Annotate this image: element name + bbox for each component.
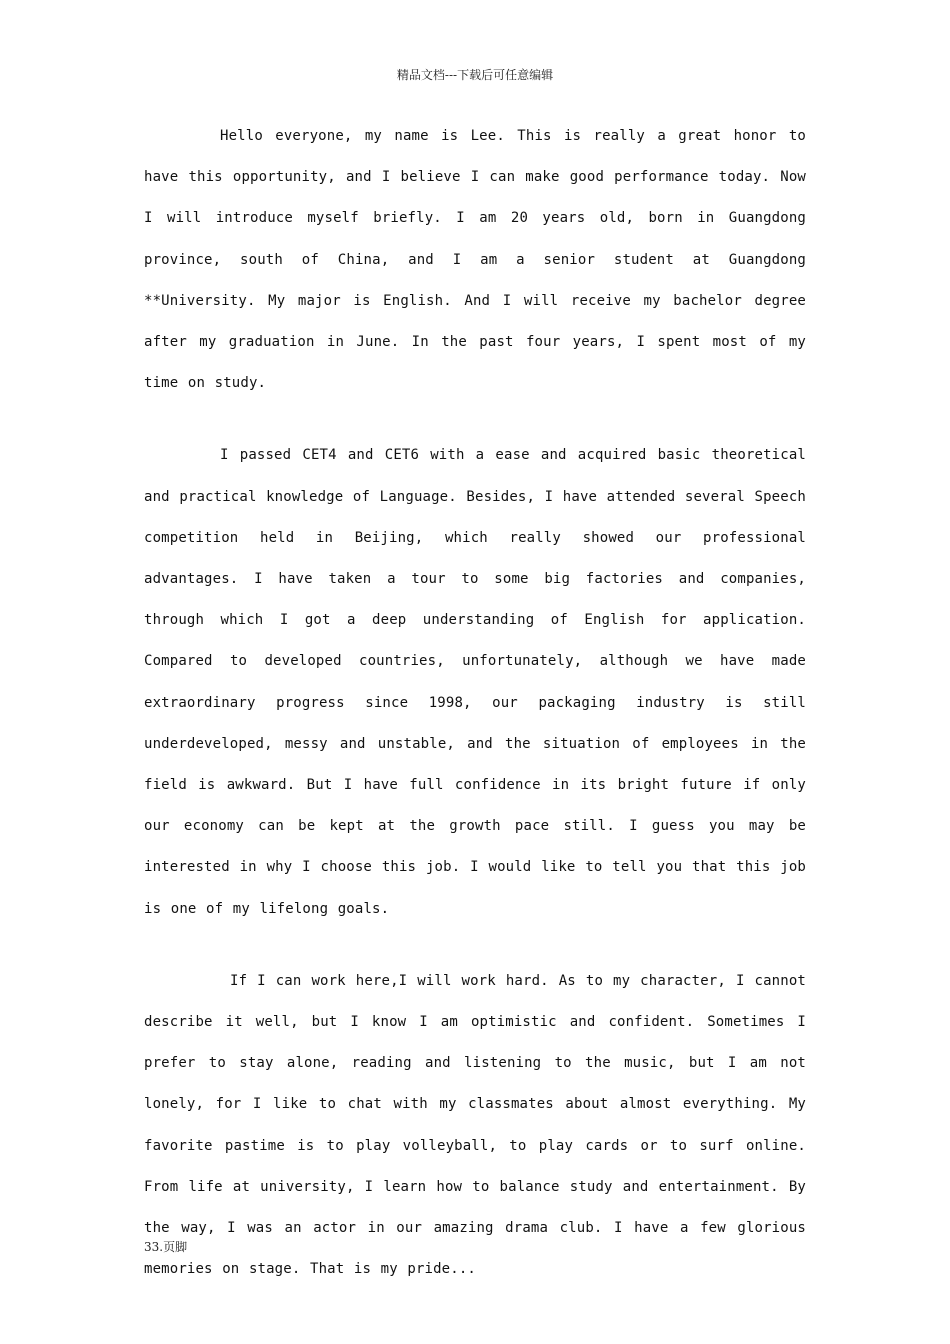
paragraph-education: I passed CET4 and CET6 with a ease and acquired basic theoretical and practical knowledge of Language. Besides, I have attended several Speech competition held in Beijing, which really showed our professional advantages. I have taken a tour to some big factories and companies, through which I got a deep understanding of English for application. Compared to developed countries, unfortunately, although we have made extraordinary progress since 1998, our packaging industry is still underdeveloped, messy and unstable, and the situation of employees in the field is awkward. But I have full confidence in its bright future if only our economy can be kept at the growth pace still. I guess you may be interested in why I choose this job. I would like to tell you that this job is one of my lifelong goals. [144,447,806,917]
page-footer: 33.页脚 [144,1240,188,1254]
page-header: 精品文档---下载后可任意编辑 [396,68,554,82]
paragraph-character: If I can work here,I will work hard. As to my character, I cannot describe it well, but I know I am optimistic and confident. Sometimes I prefer to stay alone, reading and listening to the music, but I am not lonely, for I like to chat with my classmates about almost everything. My favorite pastime is to play volleyball, to play cards or to surf online. From life at university, I learn how to balance study and entertainment. By the way, I was an actor in our amazing drama club. I have a few glorious memories on stage. That is my pride... [144,972,806,1278]
paragraph-introduction: Hello everyone, my name is Lee. This is really a great honor to have this opportunity, and I believe I can make good performance today. Now I will introduce myself briefly. I am 20 years old, born in Guangdong province, south of China, and I am a senior student at Guangdong **University. My major is English. And I will receive my bachelor degree after my graduation in June. In the past four years, I spent most of my time on study. [144,128,806,392]
document-body [144,116,806,1321]
